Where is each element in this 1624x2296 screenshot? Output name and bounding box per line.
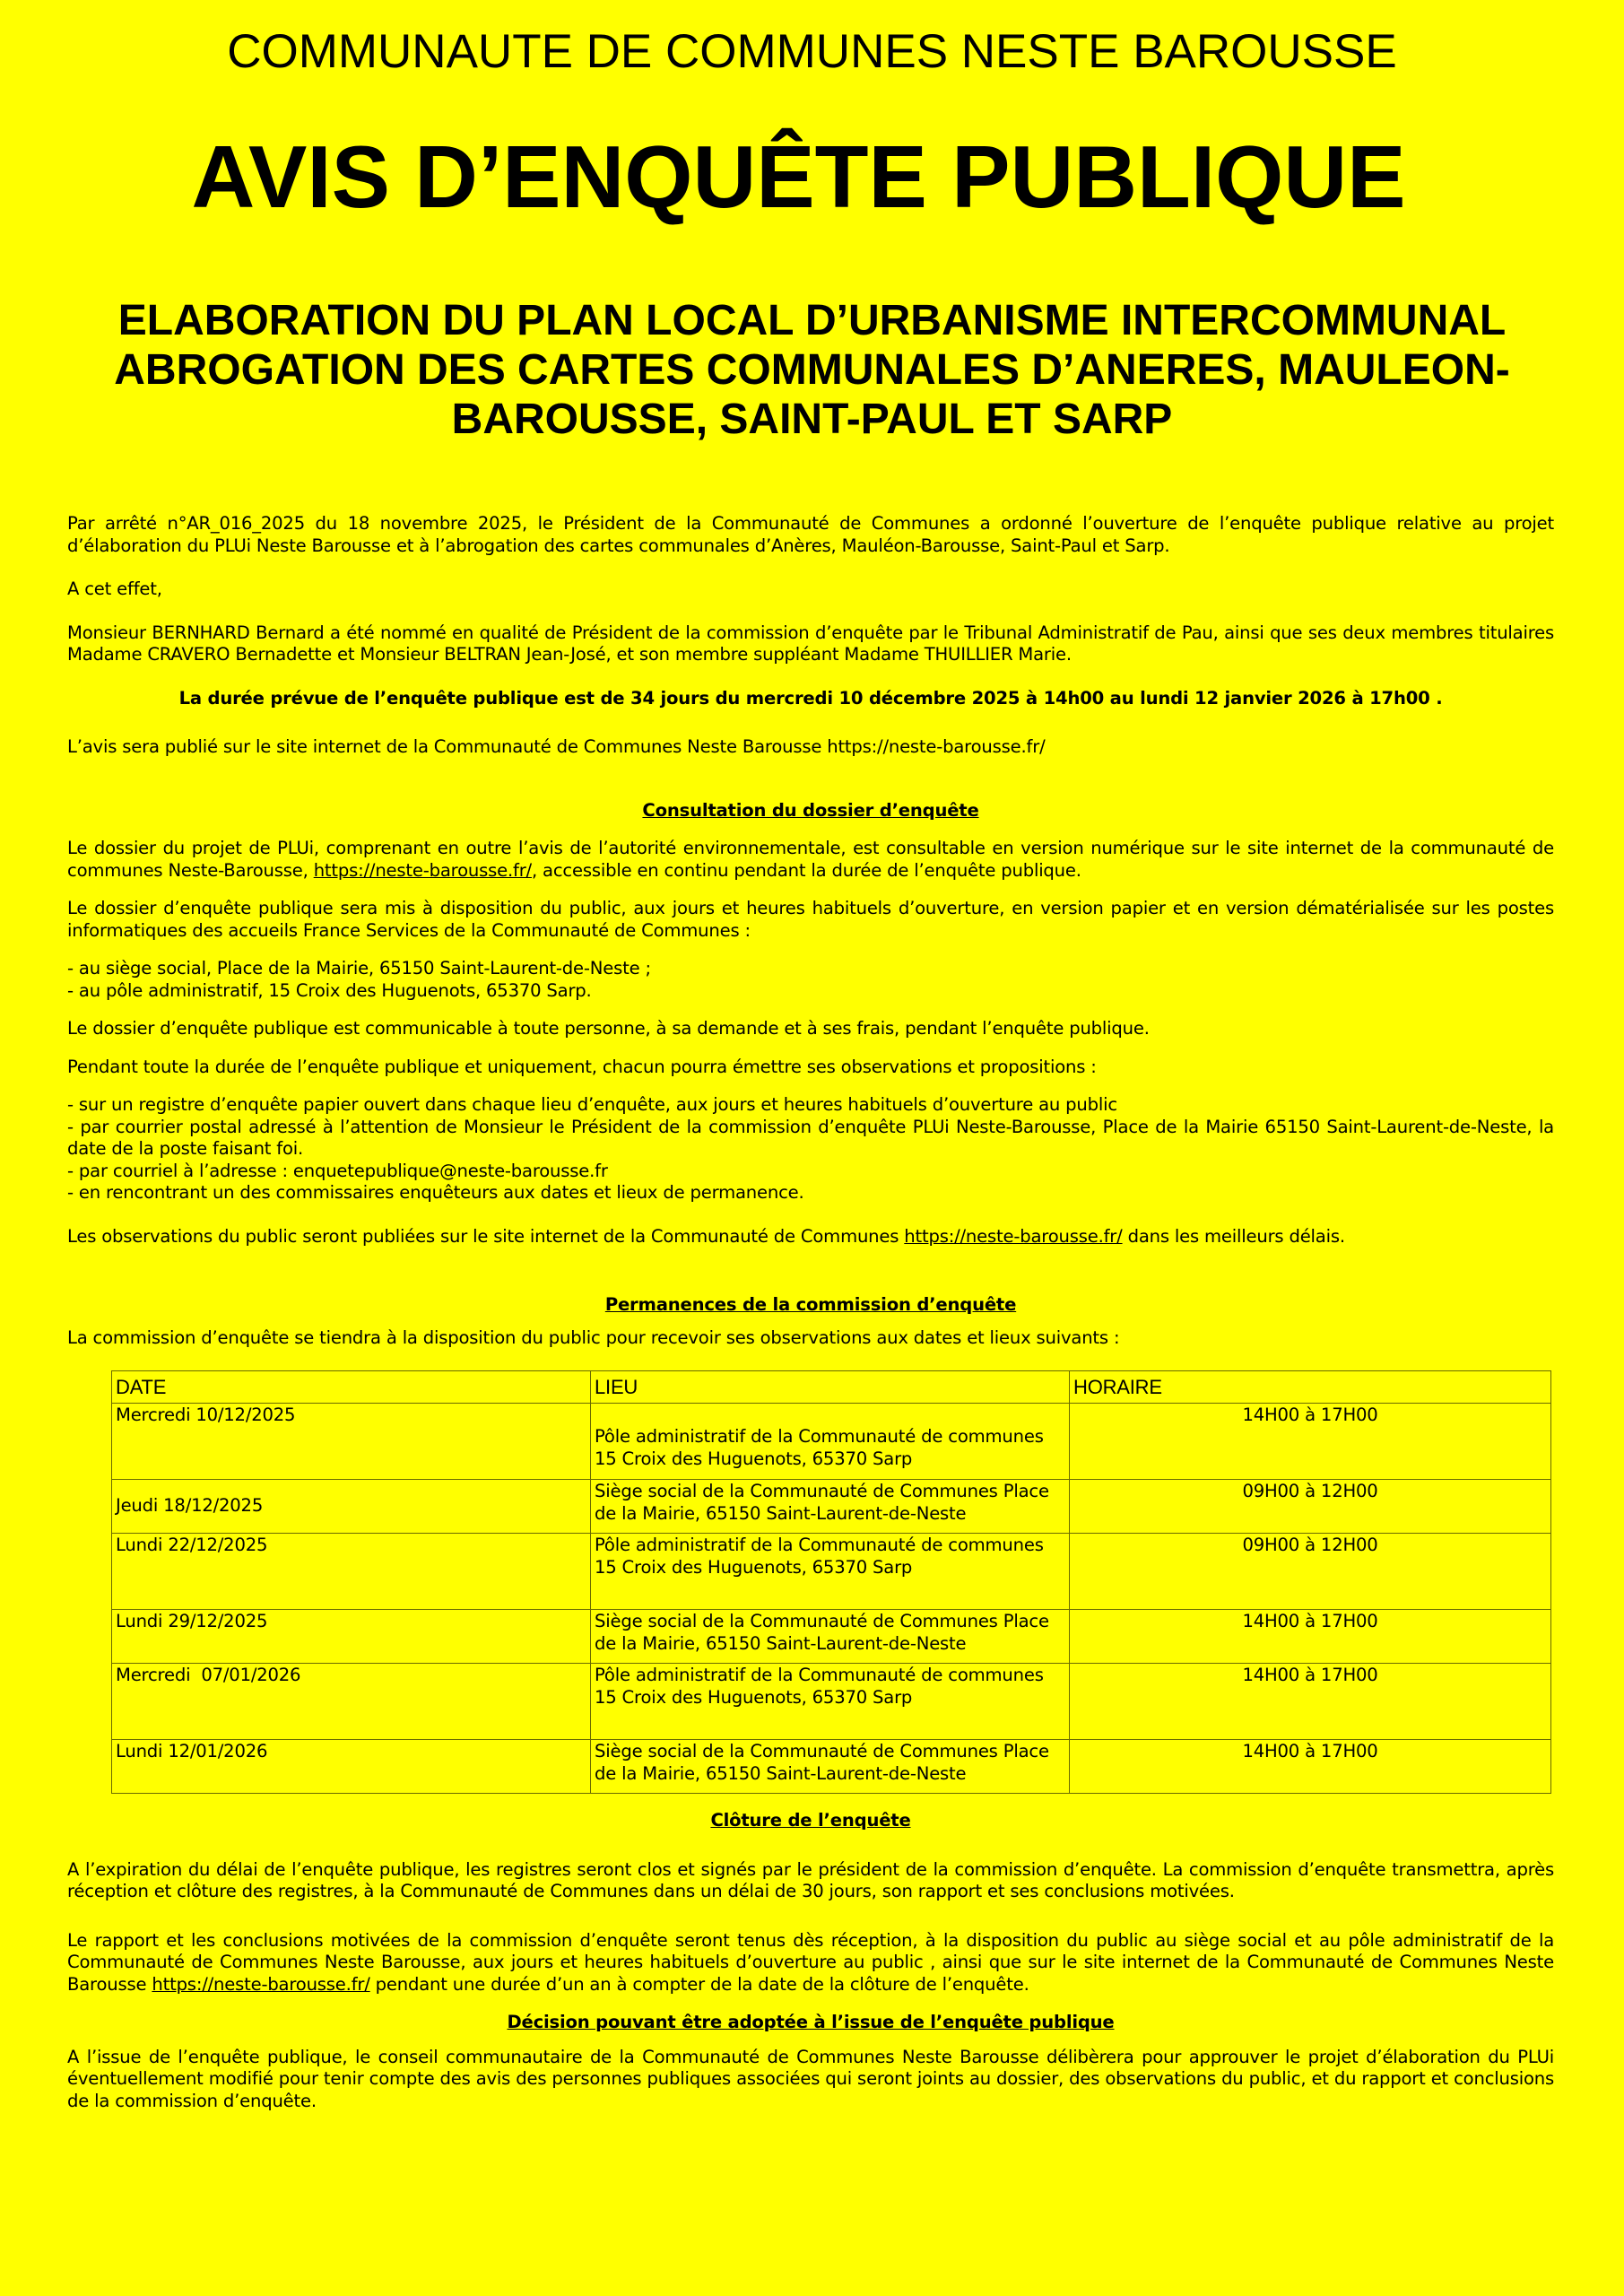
site-link[interactable]: https://neste-barousse.fr/: [904, 1225, 1123, 1247]
table-row: [112, 1480, 1551, 1534]
cell-horaire: 14H00 à 17H00: [1070, 1740, 1551, 1794]
cell-date: Jeudi 18/12/2025: [112, 1480, 591, 1534]
cell-date: Lundi 12/01/2026: [112, 1740, 591, 1794]
moyen-item: - en rencontrant un des commissaires enquêteurs aux dates et lieux de permanence.: [67, 1182, 804, 1203]
table-row: [112, 1534, 1551, 1610]
consultation-paragraph-2: Le dossier d’enquête publique sera mis à disposition du public, aux jours et heures habituels d’ouverture, en version papier et en version dématérialisée sur les postes informatiques des accueils France Services de la Communauté de Communes :: [67, 898, 1554, 941]
moyen-item: - sur un registre d’enquête papier ouvert dans chaque lieu d’enquête, aux jours et heures habituels d’ouverture au public: [67, 1094, 1117, 1115]
table-header-row: [112, 1371, 1551, 1404]
cell-date: Mercredi 07/01/2026: [112, 1664, 591, 1740]
cell-horaire: 09H00 à 12H00: [1070, 1534, 1551, 1610]
subject-line-1: ELABORATION DU PLAN LOCAL D’URBANISME INTERCOMMUNAL: [117, 297, 1507, 344]
site-link[interactable]: https://neste-barousse.fr/: [313, 859, 532, 881]
decision-title: Décision pouvant être adoptée à l’issue de l’enquête publique: [507, 2012, 1115, 2032]
cloture-title: Clôture de l’enquête: [710, 1810, 911, 1831]
consultation-paragraph-3: Le dossier d’enquête publique est communicable à toute personne, à sa demande et à ses frais, pendant l’enquête publique.: [67, 1018, 1150, 1039]
consultation-p1-end: , accessible en continu pendant la durée de l’enquête publique.: [531, 859, 1081, 881]
notice-title: AVIS D’ENQUÊTE PUBLIQUE: [191, 127, 1406, 226]
permanences-intro: La commission d’enquête se tiendra à la disposition du public pour recevoir ses observations aux dates et lieux suivants :: [67, 1326, 1120, 1348]
consultation-p5-text: Les observations du public seront publiées sur le site internet de la Communauté de Communes: [67, 1225, 905, 1247]
permanences-title: Permanences de la commission d’enquête: [604, 1294, 1017, 1315]
cell-lieu: Pôle administratif de la Communauté de communes 15 Croix des Huguenots, 65370 Sarp: [591, 1534, 1070, 1610]
table-row: [112, 1740, 1551, 1794]
table-row: [112, 1664, 1551, 1740]
notice-subject: [81, 296, 1543, 444]
cell-date: Lundi 29/12/2025: [112, 1610, 591, 1664]
permanences-table: [111, 1370, 1551, 1794]
table-row: [112, 1610, 1551, 1664]
moyen-item: - par courriel à l’adresse : enquetepublique@neste-barousse.fr: [67, 1160, 608, 1181]
cloture-paragraph-1: A l’expiration du délai de l’enquête publique, les registres seront clos et signés par le président de la commission d’enquête. La commission d’enquête transmettra, après réception et clôture des registres, à la Communauté de Communes dans un délai de 30 jours, son rapport et ses conclusions motivées.: [67, 1858, 1554, 1901]
cell-lieu: Siège social de la Communauté de Communes Place de la Mairie, 65150 Saint-Laurent-de-Neste: [591, 1740, 1070, 1794]
commission-paragraph: Monsieur BERNHARD Bernard a été nommé en qualité de Président de la commission d’enquête par le Tribunal Administratif de Pau, ainsi que ses deux membres titulaires Madame CRAVERO Bernadette et Monsieur BELTRAN Jean-José, et son membre suppléant Madame THUILLIER Marie.: [67, 622, 1554, 665]
header-lieu: LIEU: [591, 1371, 1070, 1404]
arrete-paragraph: Par arrêté n°AR_016_2025 du 18 novembre 2025, le Président de la Communauté de Communes a ordonné l’ouverture de l’enquête publique relative au projet d’élaboration du PLUi Neste Barousse et à l’abrogation des cartes communales d’Anères, Mauléon-Barousse, Saint-Paul et Sarp.: [67, 513, 1554, 556]
cell-lieu: Siège social de la Communauté de Communes Place de la Mairie, 65150 Saint-Laurent-de-Neste: [591, 1610, 1070, 1664]
decision-paragraph: A l’issue de l’enquête publique, le conseil communautaire de la Communauté de Communes Neste Barousse délibèrera pour approuver le projet d’élaboration du PLUi éventuellement modifié pour tenir compte des avis des personnes publiques associées qui seront joints au dossier, des observations du public, et du rapport et conclusions de la commission d’enquête.: [67, 2046, 1554, 2111]
cell-date: Lundi 22/12/2025: [112, 1534, 591, 1610]
cloture-p2-end: pendant une durée d’un an à compter de la date de la clôture de l’enquête.: [369, 1973, 1029, 1995]
cell-lieu: Siège social de la Communauté de Communes Place de la Mairie, 65150 Saint-Laurent-de-Neste: [591, 1480, 1070, 1534]
site-link[interactable]: https://neste-barousse.fr/: [152, 1973, 370, 1995]
header-horaire: HORAIRE: [1070, 1371, 1551, 1404]
duree-paragraph: La durée prévue de l’enquête publique est de 34 jours du mercredi 10 décembre 2025 à 14h00 au lundi 12 janvier 2026 à 17h00 .: [178, 687, 1443, 709]
consultation-paragraph-1: [67, 838, 1554, 882]
consultation-p1-text: Le dossier du projet de PLUi, comprenant en outre l’avis de l’autorité environnementale, est consultable en version numérique sur le site internet de la communauté de communes Neste-Barousse,: [67, 838, 1554, 881]
subject-line-2: ABROGATION DES CARTES COMMUNALES D’ANERES, MAULEON-BAROUSSE, SAINT-PAUL ET SARP: [114, 346, 1510, 443]
cell-date: Mercredi 10/12/2025: [112, 1404, 591, 1480]
publication-paragraph: L’avis sera publié sur le site internet de la Communauté de Communes Neste Barousse https://neste-barousse.fr/: [67, 736, 1046, 757]
consultation-title: Consultation du dossier d’enquête: [642, 799, 979, 821]
consultation-paragraph-5: [67, 1226, 1554, 1248]
table-row: [112, 1404, 1551, 1480]
header-date: DATE: [112, 1371, 591, 1404]
cell-lieu: Pôle administratif de la Communauté de communes 15 Croix des Huguenots, 65370 Sarp: [591, 1664, 1070, 1740]
cell-lieu: Pôle administratif de la Communauté de communes 15 Croix des Huguenots, 65370 Sarp: [591, 1404, 1070, 1480]
consultation-paragraph-4: Pendant toute la durée de l’enquête publique et uniquement, chacun pourra émettre ses observations et propositions :: [67, 1056, 1097, 1077]
cell-horaire: 14H00 à 17H00: [1070, 1664, 1551, 1740]
lieu-item: - au pôle administratif, 15 Croix des Huguenots, 65370 Sarp.: [67, 979, 592, 1001]
cell-horaire: 14H00 à 17H00: [1070, 1404, 1551, 1480]
lieu-item: - au siège social, Place de la Mairie, 65150 Saint-Laurent-de-Neste ;: [67, 958, 651, 978]
moyen-item: - par courrier postal adressé à l’attention de Monsieur le Président de la commission d’enquête PLUi Neste-Barousse, Place de la Mairie 65150 Saint-Laurent-de-Neste, la date de la poste faisant foi.: [67, 1116, 1554, 1159]
permanences-table-wrap: [111, 1370, 1550, 1794]
cell-horaire: 14H00 à 17H00: [1070, 1610, 1551, 1664]
consultation-p5-end: dans les meilleurs délais.: [1122, 1225, 1345, 1247]
cloture-p2-text: Le rapport et les conclusions motivées de la commission d’enquête seront tenus dès réception, à la disposition du public au siège social et au pôle administratif de la Communauté de Communes Neste Barousse, aux jours et heures habituels d’ouverture au public , ainsi que sur le site internet de la Communauté de Communes Neste Barousse: [67, 1929, 1554, 1995]
cell-horaire: 09H00 à 12H00: [1070, 1480, 1551, 1534]
notice-body: [67, 513, 1554, 2112]
cloture-paragraph-2: [67, 1930, 1554, 1996]
organization-name: COMMUNAUTE DE COMMUNES NESTE BAROUSSE: [227, 25, 1397, 78]
a-cet-effet: A cet effet,: [67, 578, 162, 599]
